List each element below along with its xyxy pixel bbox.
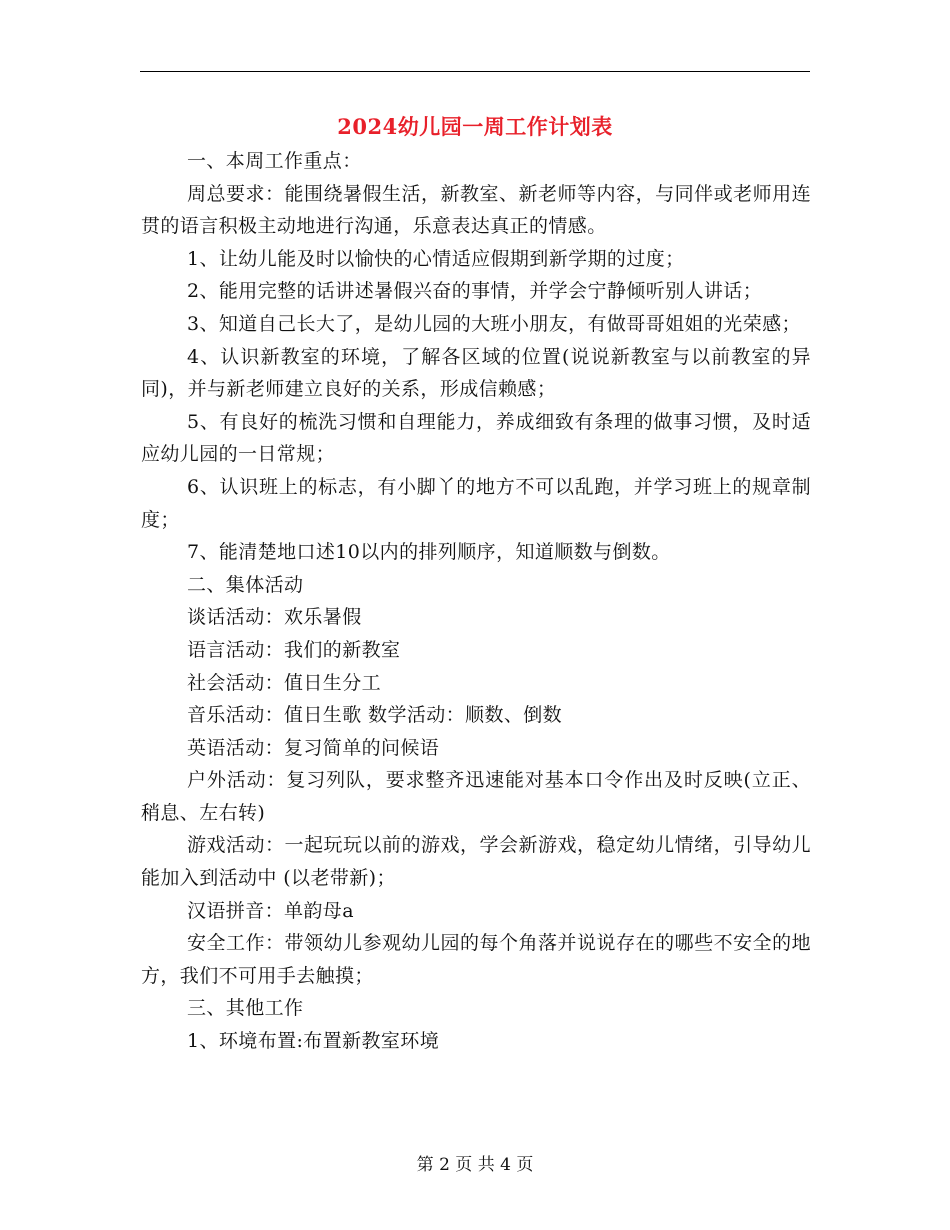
activity-item: 英语活动：复习简单的问候语 bbox=[187, 736, 440, 759]
list-item: 3、知道自己长大了，是幼儿园的大班小朋友，有做哥哥姐姐的光荣感； bbox=[187, 312, 801, 335]
activity-item: 游戏活动：一起玩玩以前的游戏，学会新游戏，稳定幼儿情绪，引导幼儿能加入到活动中 (以老带新)； bbox=[141, 834, 811, 890]
document-title: 2024幼儿园一周工作计划表 bbox=[337, 114, 613, 139]
activity-item: 谈话活动：欢乐暑假 bbox=[187, 606, 362, 629]
list-item: 4、认识新教室的环境，了解各区域的位置(说说新教室与以前教室的异同)，并与新老师建立良好的关系，形成信赖感； bbox=[141, 345, 811, 401]
activity-item: 社会活动：值日生分工 bbox=[187, 671, 382, 694]
activity-item: 语言活动：我们的新教室 bbox=[187, 638, 401, 661]
list-item: 2、能用完整的话讲述暑假兴奋的事情，并学会宁静倾听别人讲话； bbox=[187, 280, 763, 303]
header-rule bbox=[140, 71, 810, 72]
list-item: 7、能清楚地口述10以内的排列顺序，知道顺数与倒数。 bbox=[187, 541, 671, 564]
paragraph: 周总要求：能围绕暑假生活，新教室、新老师等内容，与同伴或老师用连贯的语言积极主动地进行沟通，乐意表达真正的情感。 bbox=[141, 182, 811, 238]
section-heading: 二、集体活动 bbox=[187, 573, 304, 596]
activity-item: 音乐活动：值日生歌 数学活动：顺数、倒数 bbox=[187, 704, 563, 727]
list-item: 1、让幼儿能及时以愉快的心情适应假期到新学期的过度； bbox=[187, 247, 685, 270]
list-item: 6、认识班上的标志，有小脚丫的地方不可以乱跑，并学习班上的规章制度； bbox=[141, 475, 811, 531]
section-heading: 三、其他工作 bbox=[187, 997, 304, 1020]
activity-item: 户外活动：复习列队，要求整齐迅速能对基本口令作出及时反映(立正、稍息、左右转) bbox=[141, 769, 811, 824]
activity-item: 汉语拼音：单韵母a bbox=[187, 899, 354, 922]
list-item: 5、有良好的梳洗习惯和自理能力，养成细致有条理的做事习惯，及时适应幼儿园的一日常规； bbox=[141, 410, 811, 466]
page-footer: 第 2 页 共 4 页 bbox=[416, 1155, 534, 1175]
list-item: 1、环境布置:布置新教室环境 bbox=[187, 1030, 440, 1053]
activity-item: 安全工作：带领幼儿参观幼儿园的每个角落并说说存在的哪些不安全的地方，我们不可用手去触摸； bbox=[141, 932, 811, 987]
section-heading: 一、本周工作重点： bbox=[187, 150, 362, 172]
document-body bbox=[141, 145, 811, 1058]
